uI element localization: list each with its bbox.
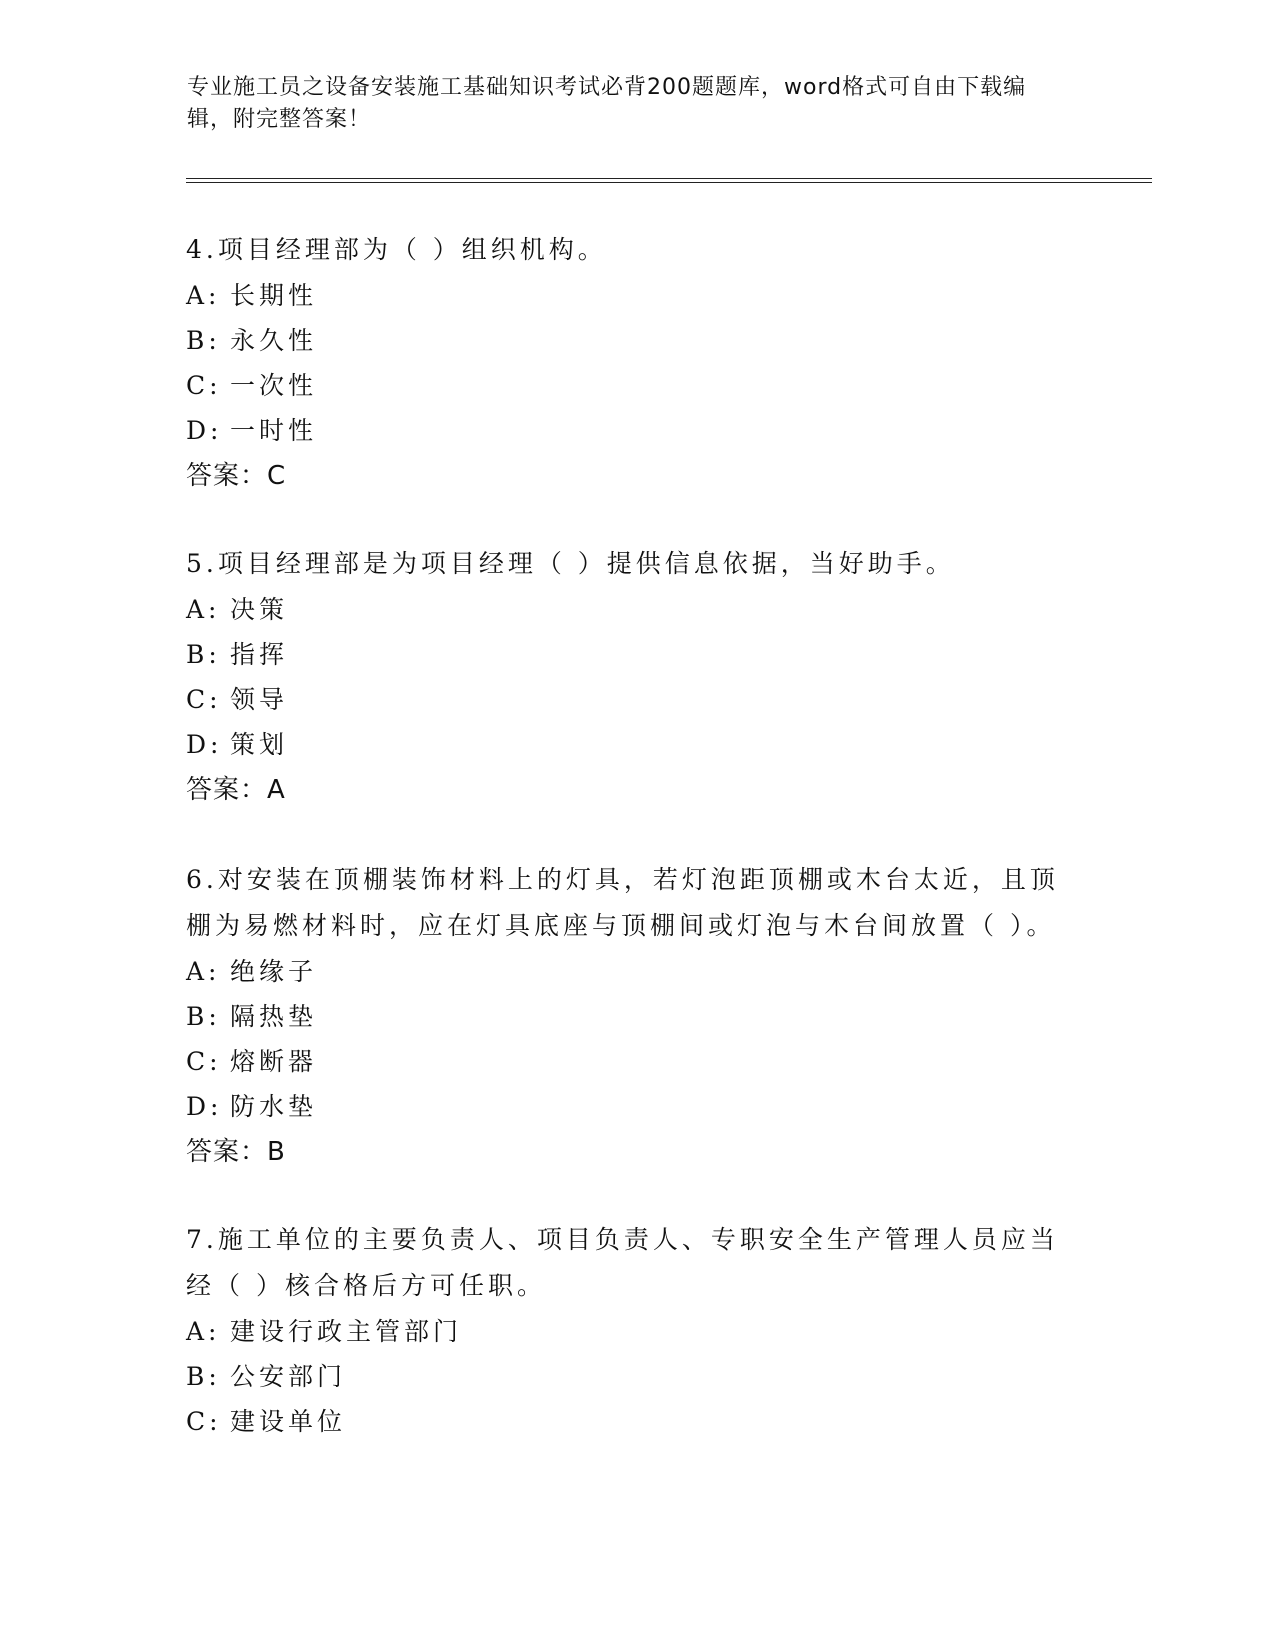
question-4 bbox=[186, 227, 1086, 499]
option-letter: A: bbox=[186, 595, 221, 624]
question-6 bbox=[186, 857, 1086, 1175]
option-text: 一次性 bbox=[230, 371, 318, 400]
option-a bbox=[186, 1309, 1086, 1354]
option-text: 隔热垫 bbox=[230, 1002, 318, 1031]
question-text: 5.项目经理部是为项目经理（ ）提供信息依据，当好助手。 bbox=[186, 549, 955, 578]
option-text: 熔断器 bbox=[230, 1047, 318, 1076]
option-text: 建设单位 bbox=[230, 1407, 347, 1436]
option-letter: D: bbox=[186, 416, 223, 445]
option-text: 防水垫 bbox=[230, 1092, 318, 1121]
question-text: 7.施工单位的主要负责人、项目负责人、专职安全生产管理人员应当经（ ）核合格后方可任职。 bbox=[186, 1225, 1059, 1300]
document-header-title: 专业施工员之设备安装施工基础知识考试必背200题题库，word格式可自由下载编辑，附完整答案！ bbox=[187, 75, 1027, 132]
option-letter: C: bbox=[186, 371, 222, 400]
answer-label: 答案： bbox=[186, 775, 268, 805]
option-text: 绝缘子 bbox=[230, 957, 318, 986]
option-letter: D: bbox=[186, 1092, 223, 1121]
answer-value: C bbox=[267, 461, 287, 491]
option-letter: D: bbox=[186, 730, 223, 759]
answer-line bbox=[186, 767, 1086, 813]
option-c bbox=[186, 363, 1086, 408]
answer-label: 答案： bbox=[186, 461, 268, 491]
option-letter: A: bbox=[186, 957, 221, 986]
answer-value: A bbox=[267, 775, 286, 805]
option-text: 决策 bbox=[230, 595, 289, 624]
option-d bbox=[186, 1084, 1086, 1129]
option-text: 一时性 bbox=[230, 416, 318, 445]
option-text: 永久性 bbox=[230, 326, 318, 355]
option-text: 公安部门 bbox=[230, 1362, 347, 1391]
option-b bbox=[186, 994, 1086, 1039]
answer-line bbox=[186, 453, 1086, 499]
question-text: 4.项目经理部为（ ）组织机构。 bbox=[186, 235, 607, 264]
option-letter: C: bbox=[186, 685, 222, 714]
option-letter: C: bbox=[186, 1407, 222, 1436]
option-letter: B: bbox=[186, 326, 221, 355]
option-b bbox=[186, 1354, 1086, 1399]
question-7 bbox=[186, 1217, 1086, 1444]
option-a bbox=[186, 587, 1086, 632]
option-letter: A: bbox=[186, 1317, 221, 1346]
option-text: 领导 bbox=[230, 685, 289, 714]
answer-line bbox=[186, 1129, 1086, 1175]
option-c bbox=[186, 1039, 1086, 1084]
option-letter: A: bbox=[186, 281, 221, 310]
option-letter: B: bbox=[186, 1002, 221, 1031]
option-b bbox=[186, 632, 1086, 677]
question-text: 6.对安装在顶棚装饰材料上的灯具，若灯泡距顶棚或木台太近，且顶棚为易燃材料时，应在灯具底座与顶棚间或灯泡与木台间放置（ ）。 bbox=[186, 865, 1059, 940]
option-a bbox=[186, 273, 1086, 318]
option-text: 策划 bbox=[230, 730, 289, 759]
option-letter: C: bbox=[186, 1047, 222, 1076]
option-text: 长期性 bbox=[230, 281, 318, 310]
option-letter: B: bbox=[186, 640, 221, 669]
option-letter: B: bbox=[186, 1362, 221, 1391]
header-divider-line-secondary bbox=[186, 182, 1152, 183]
option-c bbox=[186, 677, 1086, 722]
header-divider-line bbox=[186, 178, 1152, 179]
option-d bbox=[186, 722, 1086, 767]
answer-label: 答案： bbox=[186, 1137, 268, 1167]
option-b bbox=[186, 318, 1086, 363]
option-c bbox=[186, 1399, 1086, 1444]
answer-value: B bbox=[267, 1137, 286, 1167]
option-d bbox=[186, 408, 1086, 453]
option-text: 指挥 bbox=[230, 640, 289, 669]
question-5 bbox=[186, 541, 1086, 813]
option-a bbox=[186, 949, 1086, 994]
option-text: 建设行政主管部门 bbox=[230, 1317, 463, 1346]
